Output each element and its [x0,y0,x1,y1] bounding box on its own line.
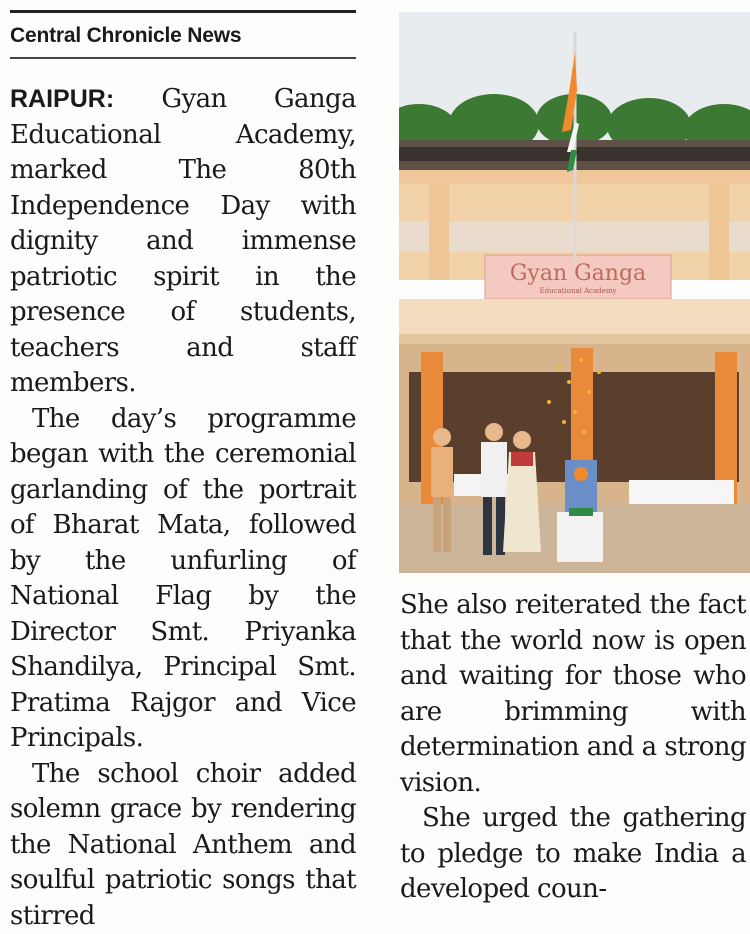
paragraph: The school choir added solemn grace by rendering the National Anthem and soulful patriotic songs that stirred [10,757,356,934]
news-photo [399,12,750,573]
left-column [10,10,356,934]
article-body-right [400,588,746,908]
source-rule [10,57,356,59]
sign-title: Gyan Ganga [510,261,646,286]
source-label: Central Chronicle News [10,13,356,50]
table [629,480,734,504]
paragraph: The day’s programme began with the ceremonial garlanding of the portrait of Bharat Mata, followed by the unfurling of National Flag by the Director Smt. Priyanka Shandilya, Principal Smt. Pratima Rajgor and Vice Principals. [10,402,356,757]
right-column [400,588,746,908]
dateline: RAIPUR: [10,85,114,113]
paragraph: She urged the gathering to pledge to make India a developed coun- [400,801,746,908]
paragraph-text: Gyan Ganga Educational Academy, marked The 80th Independence Day with dignity and immense patriotic spirit in the presence of students, teachers and staff members. [10,84,356,398]
article-body-left [10,82,356,934]
sign-subtitle: Educational Academy [540,287,617,295]
paragraph [10,82,356,402]
paragraph: She also reiterated the fact that the world now is open and waiting for those who are brimming with determination and a strong vision. [400,588,746,801]
floor-slab [399,299,750,339]
